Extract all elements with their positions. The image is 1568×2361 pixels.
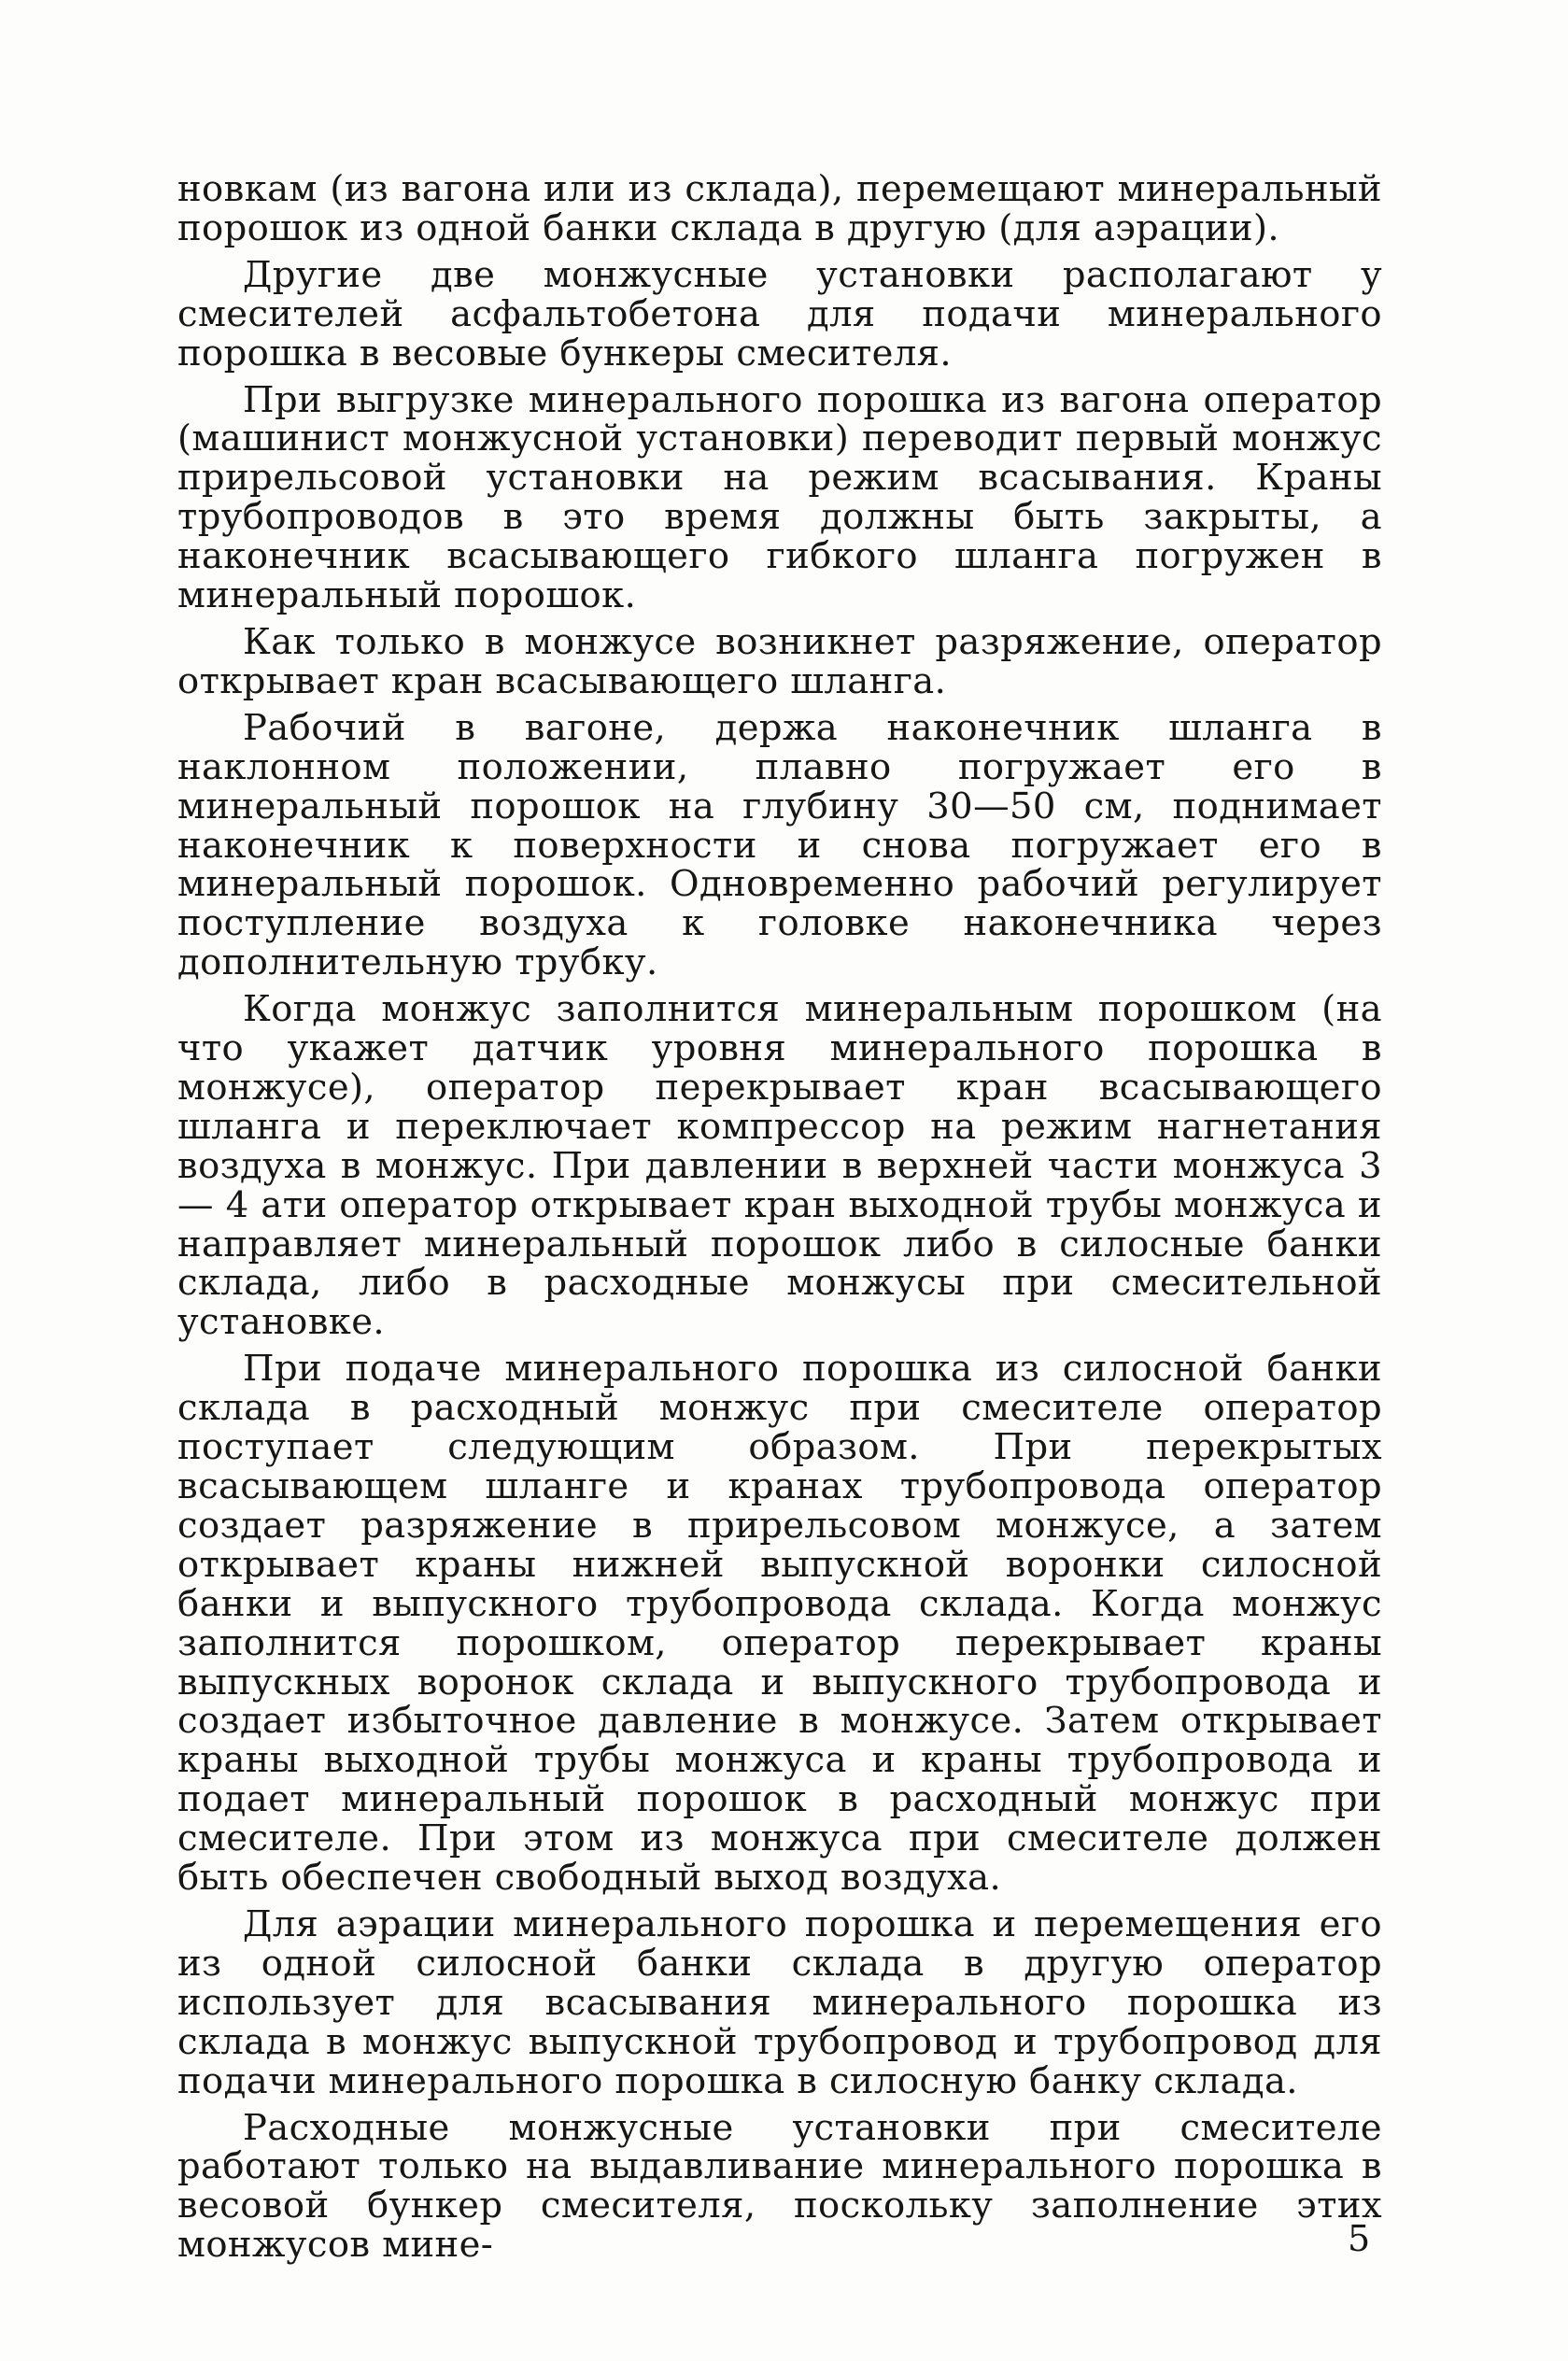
paragraph-2: Другие две монжусные установки располагают у смесителей асфальтобетона для подачи минерального порошка в весовые бункеры смесителя. — [177, 253, 1382, 375]
body-text — [177, 170, 1382, 2272]
paragraph-4: Как только в монжусе возникнет разряжение, оператор открывает кран всасывающего шланга. — [177, 620, 1382, 702]
paragraph-1: новкам (из вагона или из склада), перемещают минеральный порошок из одной банки склада в другую (для аэрации). — [177, 168, 1382, 249]
paragraph-5: Рабочий в вагоне, держа наконечник шланга в наклонном положении, плавно погружает его в минеральный порошок на глубину 30—50 см, поднимает наконечник к поверхности и снова погружает его в минеральный порошок. Одновременно рабочий регулирует поступление воздуха к головке наконечника через дополнительную трубку. — [177, 706, 1382, 984]
paragraph-7: При подаче минерального порошка из силосной банки склада в расходный монжус при смесителе оператор поступает следующим образом. При перекрытых всасывающем шланге и кранах трубопровода оператор создает разряжение в прирельсовом монжусе, а затем открывает краны нижней выпускной воронки силосной банки и выпускного трубопровода склада. Когда монжус заполнится порошком, оператор перекрывает краны выпускных воронок склада и выпускного трубопровода и создает избыточное давление в монжусе. Затем открывает краны выходной трубы монжуса и краны трубопровода и подает минеральный порошок в расходный монжус при смесителе. При этом из монжуса при смесителе должен быть обеспечен свободный выход воздуха. — [177, 1348, 1382, 1900]
page-number: 5 — [1348, 2218, 1371, 2259]
paragraph-8: Для аэрации минерального порошка и перемещения его из одной силосной банки склада в другую оператор использует для всасывания минерального порошка из склада в монжус выпускной трубопровод и трубопровод для подачи минерального порошка в силосную банку склада. — [177, 1902, 1382, 2102]
paragraph-9: Расходные монжусные установки при смесителе работают только на выдавливание минерального порошка в весовой бункер смесителя, поскольку заполнение этих монжусов мине- — [177, 2106, 1382, 2267]
paragraph-6: Когда монжус заполнится минеральным порошком (на что укажет датчик уровня минерального порошка в монжусе), оператор перекрывает кран всасывающего шланга и переключает компрессор на режим нагнетания воздуха в монжус. При давлении в верхней части монжуса 3— 4 ати оператор открывает кран выходной трубы монжуса и направляет минеральный порошок либо в силосные банки склада, либо в расходные монжусы при смесительной установке. — [177, 988, 1382, 1344]
paragraph-3: При выгрузке минерального порошка из вагона оператор (машинист монжусной установки) переводит первый монжус прирельсовой установки на режим всасывания. Краны трубопроводов в это время должны быть закрыты, а наконечник всасывающего гибкого шланга погружен в минеральный порошок. — [177, 378, 1382, 617]
